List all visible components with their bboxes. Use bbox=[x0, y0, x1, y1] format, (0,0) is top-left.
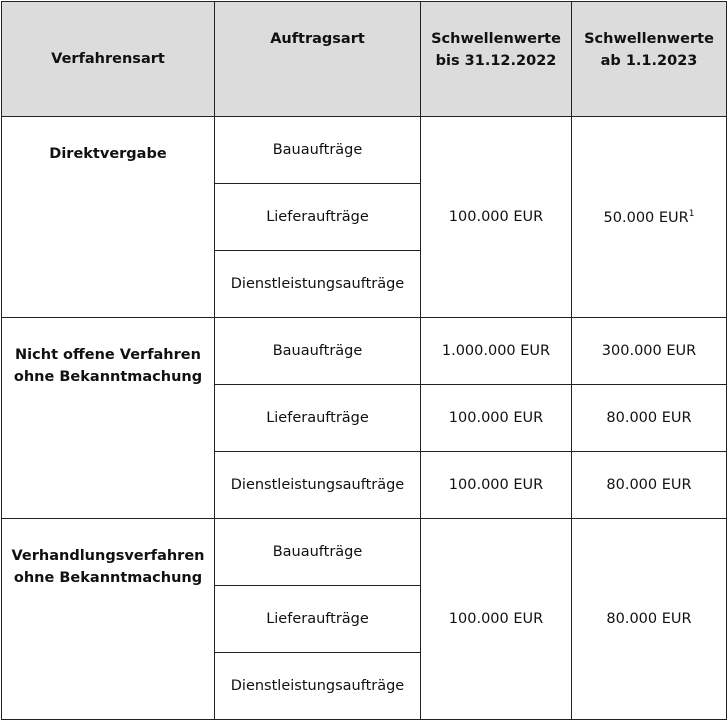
header-contract: Auftragsart bbox=[215, 2, 421, 117]
header-row bbox=[2, 2, 727, 117]
table-row bbox=[2, 318, 727, 385]
new-threshold-value: 50.000 EUR bbox=[603, 209, 689, 226]
header-old-threshold bbox=[421, 2, 572, 117]
contract-cell: Lieferaufträge bbox=[215, 184, 421, 251]
procedure-cell bbox=[2, 519, 215, 720]
procedure-cell bbox=[2, 318, 215, 519]
procedure-line1: Verhandlungsverfahren bbox=[11, 548, 205, 564]
footnote-marker: 1 bbox=[688, 208, 695, 219]
old-threshold-cell: 100.000 EUR bbox=[421, 452, 572, 519]
old-threshold-cell: 100.000 EUR bbox=[421, 385, 572, 452]
contract-cell: Bauaufträge bbox=[215, 519, 421, 586]
procedure-cell: Direktvergabe bbox=[2, 117, 215, 318]
new-threshold-cell bbox=[572, 117, 727, 318]
header-new-threshold bbox=[572, 2, 727, 117]
old-threshold-cell: 100.000 EUR bbox=[421, 117, 572, 318]
contract-cell: Dienstleistungsaufträge bbox=[215, 251, 421, 318]
new-threshold-cell: 80.000 EUR bbox=[572, 385, 727, 452]
threshold-table bbox=[1, 1, 727, 720]
contract-cell: Dienstleistungsaufträge bbox=[215, 653, 421, 720]
table-row bbox=[2, 519, 727, 586]
table-row bbox=[2, 117, 727, 184]
old-threshold-cell: 1.000.000 EUR bbox=[421, 318, 572, 385]
contract-cell: Dienstleistungsaufträge bbox=[215, 452, 421, 519]
contract-cell: Bauaufträge bbox=[215, 318, 421, 385]
header-new-line1: Schwellenwerte bbox=[584, 31, 714, 47]
contract-cell: Lieferaufträge bbox=[215, 586, 421, 653]
header-old-line1: Schwellenwerte bbox=[431, 31, 561, 47]
old-threshold-cell: 100.000 EUR bbox=[421, 519, 572, 720]
new-threshold-cell: 80.000 EUR bbox=[572, 519, 727, 720]
header-old-line2: bis 31.12.2022 bbox=[435, 53, 557, 69]
procedure-line2: ohne Bekanntmachung bbox=[13, 369, 203, 385]
new-threshold-cell: 300.000 EUR bbox=[572, 318, 727, 385]
procedure-line2: ohne Bekanntmachung bbox=[13, 570, 203, 586]
contract-cell: Bauaufträge bbox=[215, 117, 421, 184]
procedure-line1: Nicht offene Verfahren bbox=[15, 347, 201, 363]
new-threshold-cell: 80.000 EUR bbox=[572, 452, 727, 519]
header-procedure: Verfahrensart bbox=[2, 2, 215, 117]
header-new-line2: ab 1.1.2023 bbox=[600, 53, 698, 69]
contract-cell: Lieferaufträge bbox=[215, 385, 421, 452]
